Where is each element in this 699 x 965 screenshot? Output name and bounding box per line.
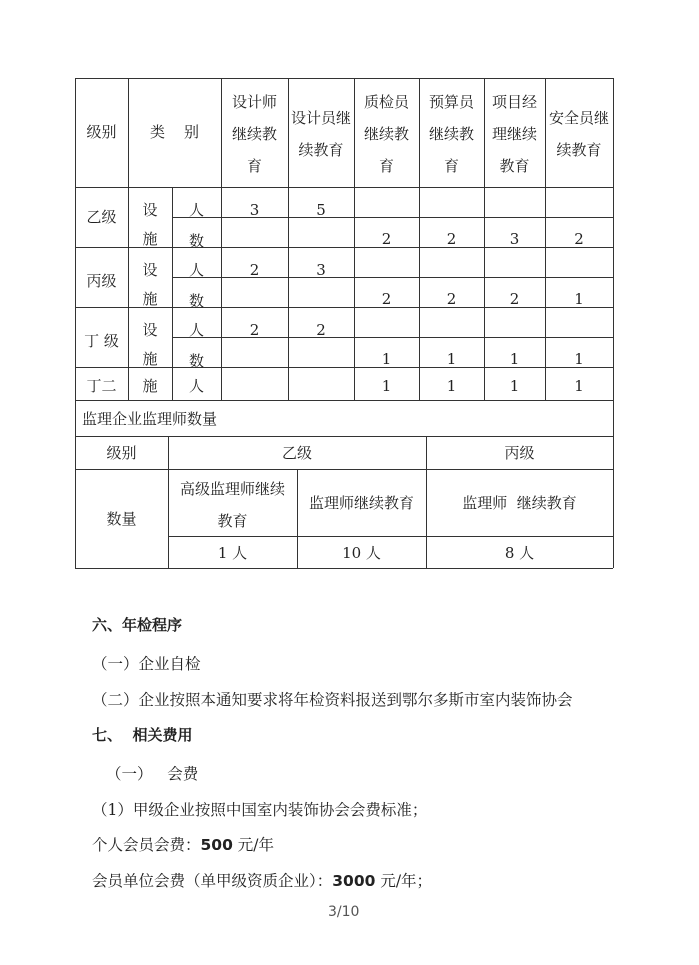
header-project-manager: 项目经 理继续 教育 <box>491 93 537 175</box>
label-shu: 数 <box>188 292 204 310</box>
value-cell: 3 <box>316 261 326 279</box>
value-cell: 1 <box>446 377 457 395</box>
label-shu: 数 <box>188 232 204 250</box>
label-ren: 人 <box>188 377 204 395</box>
value-cell: 1 <box>574 350 584 368</box>
value-cell: 2 <box>574 230 584 248</box>
header-designer-teacher: 设计师 继续教 育 <box>231 93 277 175</box>
label-she: 设 <box>142 201 158 219</box>
personal-member-fee: 个人会员会费：500 元/年 <box>92 836 275 854</box>
header-quality-inspector: 质检员 继续教 育 <box>363 93 409 175</box>
supervisor-count-label: 数量 <box>106 510 137 528</box>
value-cell: 1 <box>509 377 520 395</box>
value-cell: 2 <box>249 261 260 279</box>
section-6-item-2: （二）企业按照本通知要求将年检资料报送到鄂尔多斯市室内装饰协会 <box>92 691 573 709</box>
senior-supervisor-header: 高级监理师继续 教育 <box>179 480 285 530</box>
supervisor-bing-count: 8 人 <box>504 544 535 562</box>
label-shi: 施 <box>142 350 158 368</box>
value-cell: 1 <box>381 377 392 395</box>
label-shi: 施 <box>142 230 158 248</box>
row-level-bing: 丙级 <box>86 272 117 290</box>
label-shi: 施 <box>142 290 158 308</box>
value-cell: 2 <box>249 321 260 339</box>
unit-member-fee: 会员单位会费（单甲级资质企业）：3000 元/年； <box>92 872 433 890</box>
value-cell: 3 <box>509 230 520 248</box>
header-designer-staff: 设计员继 续教育 <box>290 109 351 159</box>
value-cell: 2 <box>381 230 392 248</box>
label-she: 设 <box>142 321 158 339</box>
value-cell: 1 <box>574 377 584 395</box>
value-cell: 2 <box>381 290 392 308</box>
supervisor-level-bing: 丙级 <box>504 444 535 462</box>
supervisor-header: 监理师继续教育 <box>308 494 414 512</box>
label-ren: 人 <box>188 321 204 339</box>
supervisor-level-label: 级别 <box>106 444 137 462</box>
header-category: 类 别 <box>149 123 200 141</box>
header-budget-officer: 预算员 继续教 育 <box>428 93 474 175</box>
section-7-item-1-1: （1）甲级企业按照中国室内装饰协会会费标准； <box>92 801 428 819</box>
value-cell: 2 <box>509 290 520 308</box>
label-ren: 人 <box>188 261 204 279</box>
section-7-heading: 七、 相关费用 <box>92 726 193 744</box>
section-7-item-1: （一） 会费 <box>106 765 199 783</box>
header-safety-officer: 安全员继 续教育 <box>548 109 609 159</box>
section-6-heading: 六、年检程序 <box>92 616 183 634</box>
supervisor-bing-header: 监理师 继续教育 <box>462 494 577 512</box>
page-number: 3/10 <box>328 904 360 920</box>
value-cell: 1 <box>509 350 520 368</box>
value-cell: 3 <box>249 201 260 219</box>
value-cell: 2 <box>316 321 326 339</box>
row-level-ding: 丁 级 <box>84 332 119 350</box>
supervisor-table-title: 监理企业监理师数量 <box>82 410 218 428</box>
value-cell: 1 <box>381 350 392 368</box>
supervisor-count: 10 人 <box>342 544 381 562</box>
label-ren: 人 <box>188 201 204 219</box>
value-cell: 1 <box>574 290 584 308</box>
header-level: 级别 <box>86 123 117 141</box>
row-level-yi: 乙级 <box>86 208 117 226</box>
value-cell: 2 <box>446 290 457 308</box>
row-level-ding-er: 丁二 <box>86 377 117 395</box>
label-shu: 数 <box>188 352 204 370</box>
value-cell: 2 <box>446 230 457 248</box>
value-cell: 1 <box>446 350 457 368</box>
label-shi: 施 <box>142 377 158 395</box>
label-she: 设 <box>142 261 158 279</box>
value-cell: 5 <box>316 201 326 219</box>
section-6-item-1: （一）企业自检 <box>92 655 201 673</box>
supervisor-level-yi: 乙级 <box>281 444 312 462</box>
senior-supervisor-count: 1 人 <box>217 544 248 562</box>
